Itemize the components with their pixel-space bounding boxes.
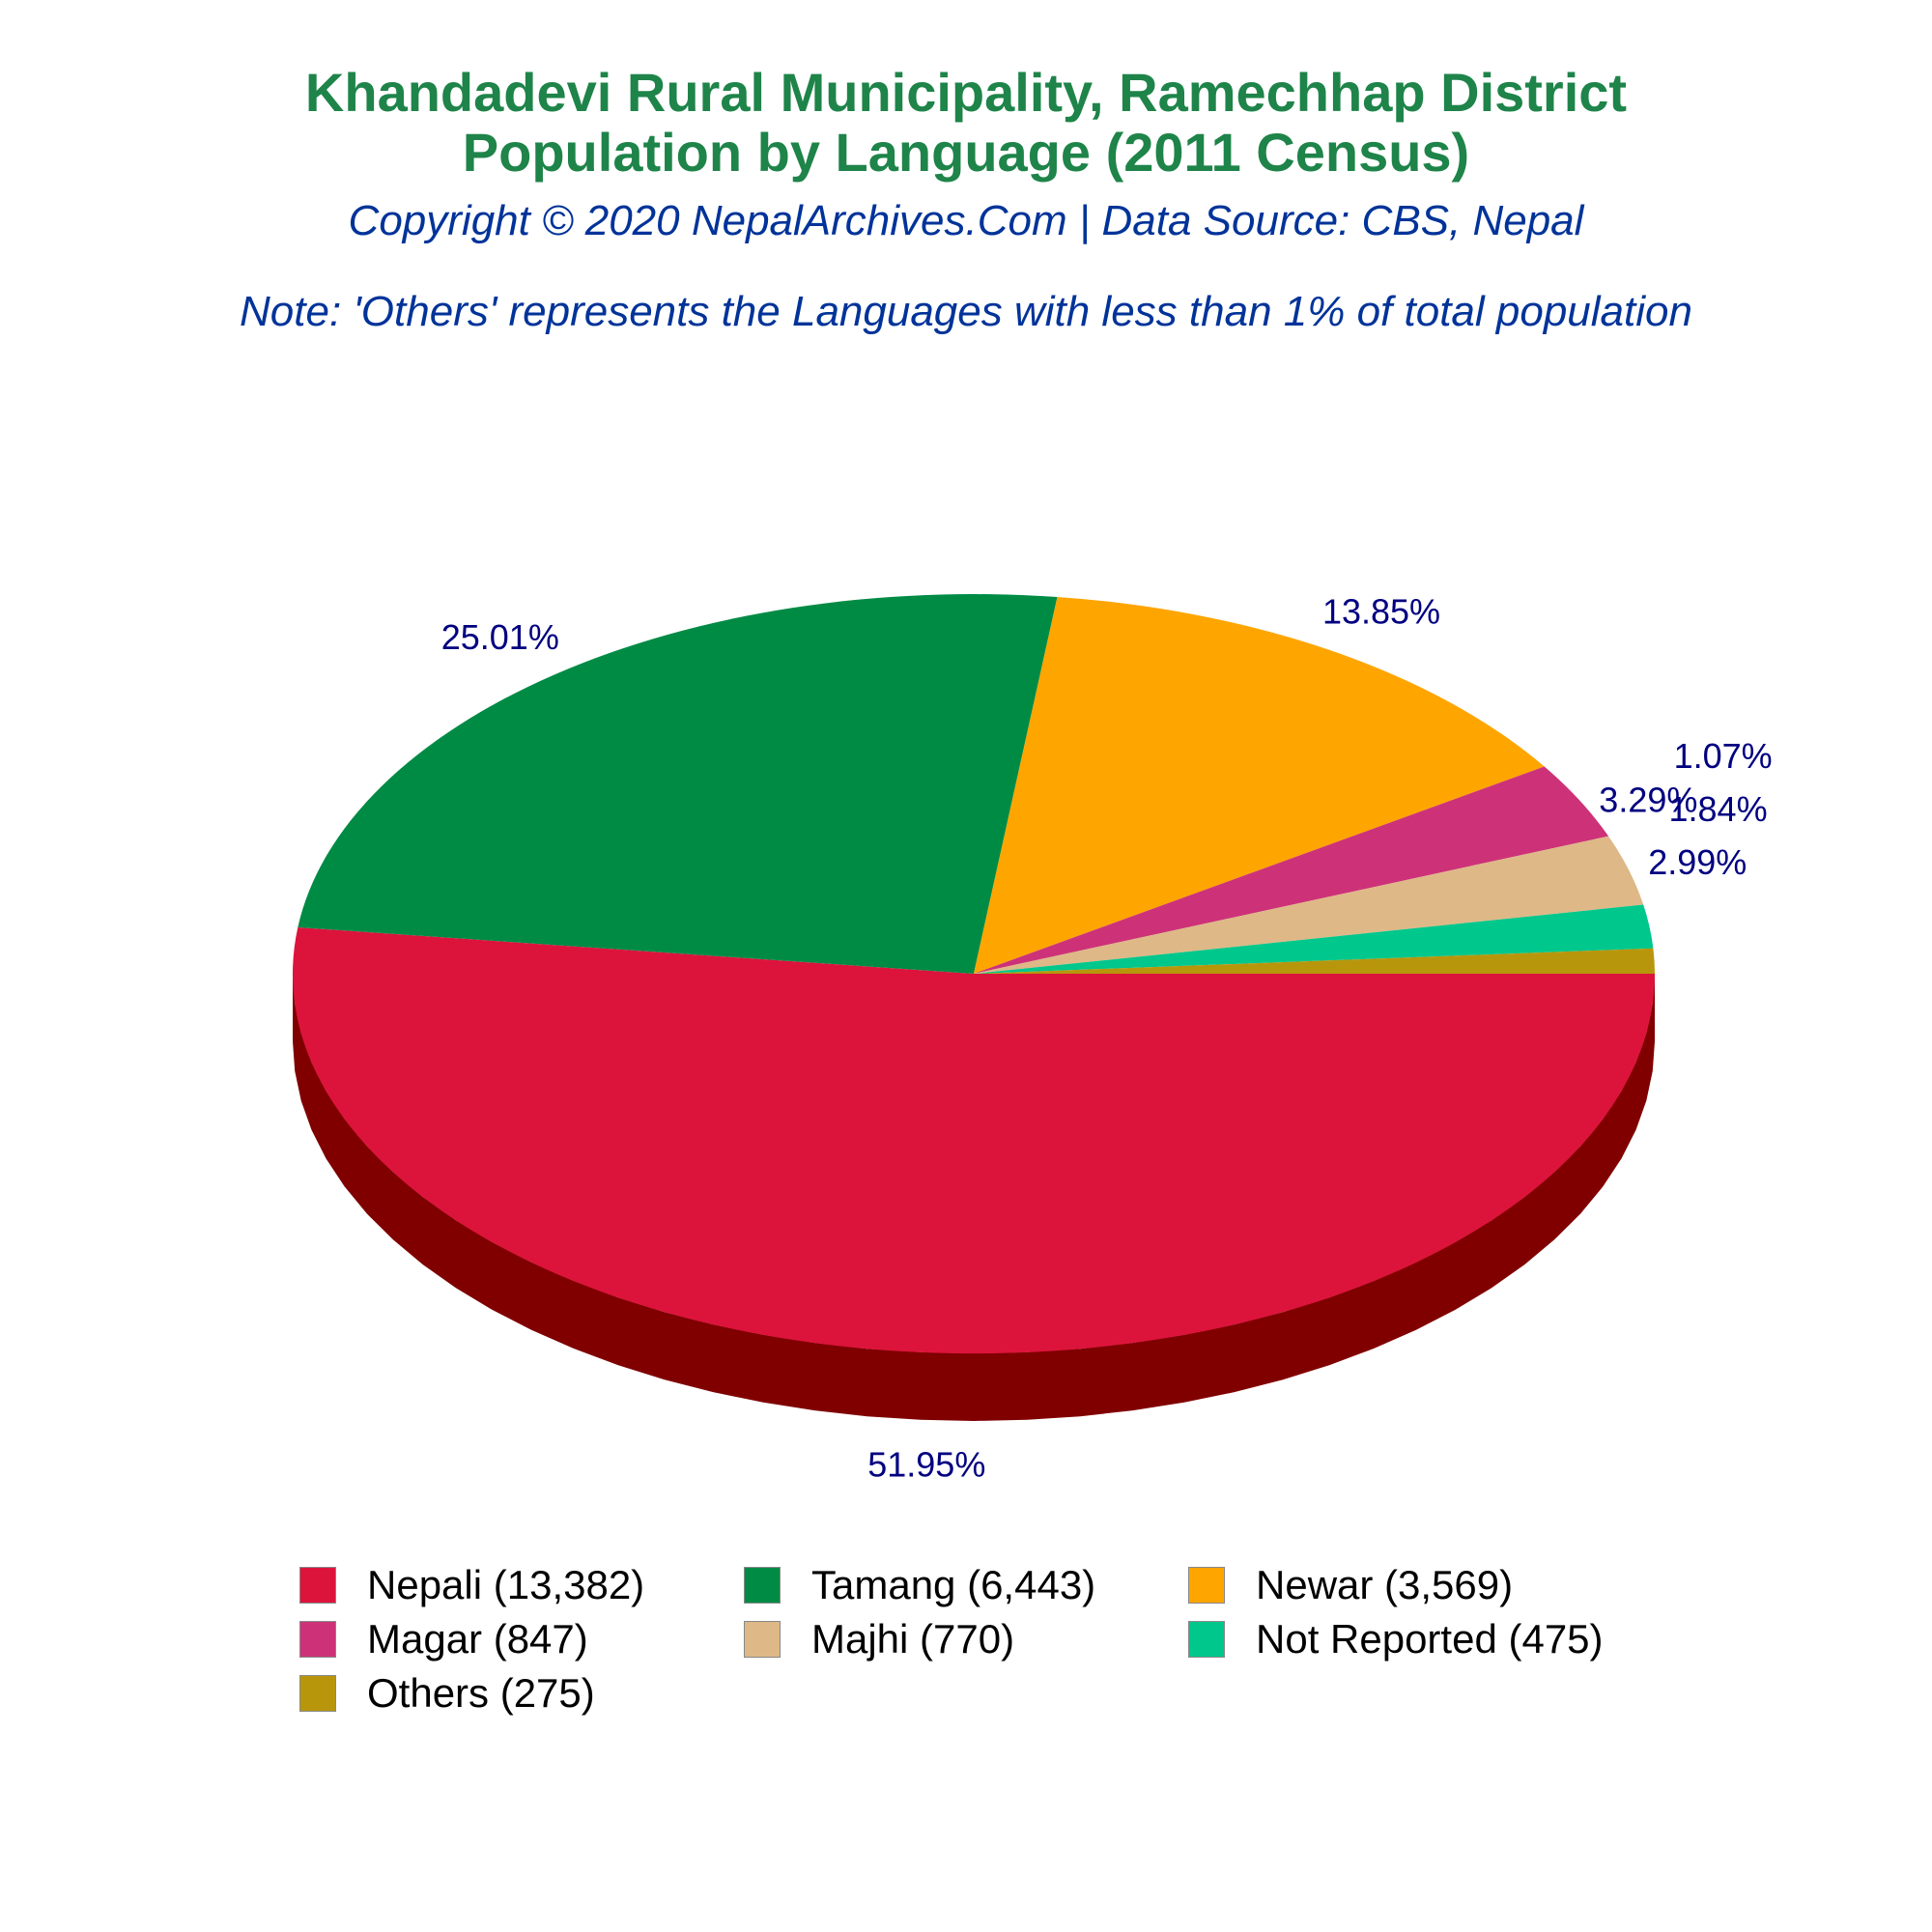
- legend-swatch: [1188, 1621, 1225, 1658]
- legend-label: Tamang (6,443): [811, 1562, 1096, 1607]
- legend-swatch: [1188, 1567, 1225, 1604]
- pie-label-tamang: 25.01%: [440, 616, 559, 657]
- legend-swatch: [299, 1567, 336, 1604]
- pie-slice-tamang: [298, 594, 1057, 974]
- legend-item-newar: [1188, 1560, 1671, 1610]
- legend-item-nepali: [299, 1560, 744, 1610]
- pie-label-others: 1.07%: [1673, 736, 1773, 776]
- pie-label-newar: 13.85%: [1321, 591, 1441, 632]
- legend-item-others: [299, 1668, 744, 1719]
- legend-label: Magar (847): [367, 1616, 588, 1662]
- legend-item-not-reported: [1188, 1614, 1671, 1664]
- note-text: Note: 'Others' represents the Languages with less than 1% of total population: [240, 288, 1692, 335]
- legend-label: Majhi (770): [811, 1616, 1015, 1662]
- pie-label-not-reported: 1.84%: [1668, 789, 1768, 829]
- chart-title-line1: Khandadevi Rural Municipality, Ramechhap District: [304, 62, 1628, 123]
- legend-swatch: [744, 1567, 781, 1604]
- legend-label: Others (275): [367, 1670, 595, 1716]
- legend-swatch: [299, 1621, 336, 1658]
- chart-title-line2: Population by Language (2011 Census): [462, 122, 1470, 183]
- legend-swatch: [299, 1675, 336, 1712]
- legend-item-tamang: [744, 1560, 1188, 1610]
- legend-item-magar: [299, 1614, 744, 1664]
- pie-label-majhi: 2.99%: [1648, 842, 1747, 882]
- legend-item-majhi: [744, 1614, 1188, 1664]
- pie-label-nepali: 51.95%: [867, 1444, 986, 1485]
- legend-label: Nepali (13,382): [367, 1562, 645, 1607]
- pie-slices: [293, 594, 1655, 1353]
- legend-swatch: [744, 1621, 781, 1658]
- chart-legend: [299, 1560, 1748, 1719]
- copyright-text: Copyright © 2020 NepalArchives.Com | Data Source: CBS, Nepal: [348, 197, 1584, 244]
- pie-label-magar: 3.29%: [1599, 780, 1698, 820]
- legend-label: Newar (3,569): [1256, 1562, 1514, 1607]
- legend-label: Not Reported (475): [1256, 1616, 1604, 1662]
